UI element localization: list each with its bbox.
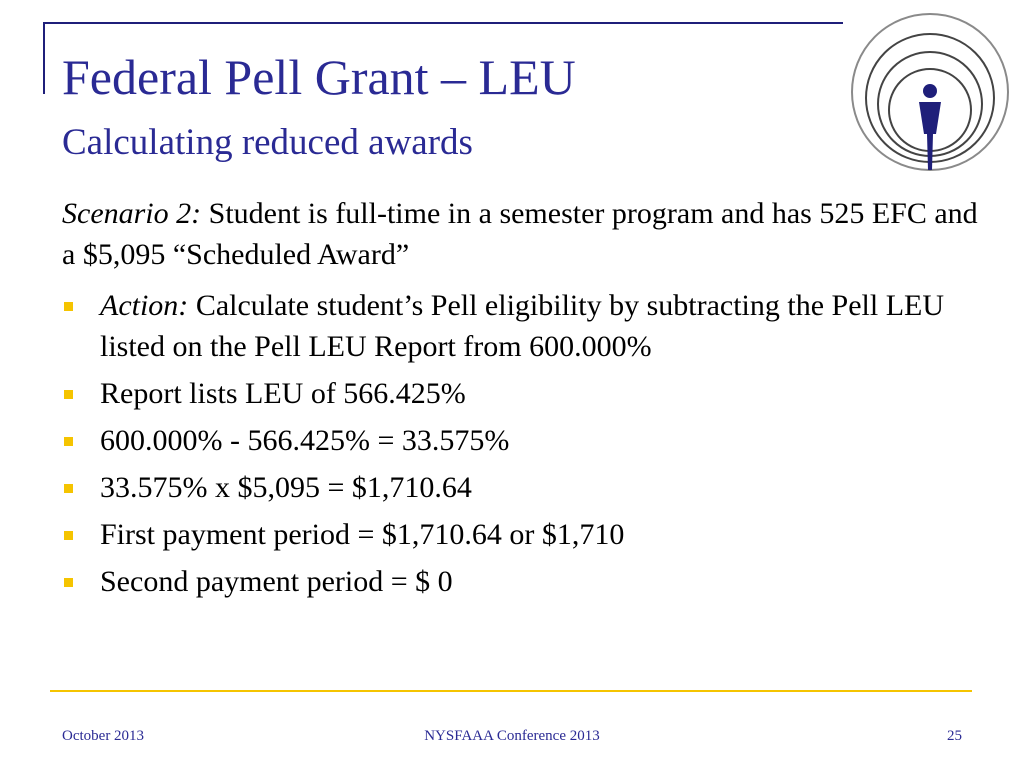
slide-title: Federal Pell Grant – LEU: [62, 49, 576, 105]
bullet-item-second-payment: [62, 561, 982, 602]
bullet-text: Second payment period = $ 0: [100, 565, 453, 598]
bullet-text: 600.000% - 566.425% = 33.575%: [100, 424, 510, 457]
slide-subtitle: Calculating reduced awards: [62, 122, 473, 163]
bullet-list: [62, 285, 982, 602]
bullet-square-icon: [64, 302, 73, 311]
bullet-item-action: [62, 285, 982, 367]
bullet-label: Action:: [100, 289, 189, 322]
footer-date: October 2013: [62, 728, 145, 744]
bullet-item-multiplication: [62, 467, 982, 508]
bullet-item-subtraction: [62, 420, 982, 461]
bullet-item-report: [62, 373, 982, 414]
footer-page-number: 25: [947, 728, 962, 744]
slide-body: [62, 193, 982, 608]
bullet-square-icon: [64, 437, 73, 446]
bullet-square-icon: [64, 531, 73, 540]
footer-conference: NYSFAAA Conference 2013: [424, 728, 600, 744]
bullet-square-icon: [64, 390, 73, 399]
bullet-item-first-payment: [62, 514, 982, 555]
bullet-text: 33.575% x $5,095 = $1,710.64: [100, 471, 472, 504]
scenario-label: Scenario 2:: [62, 197, 202, 230]
title-frame-top-line: [43, 22, 843, 24]
footer-divider: [50, 690, 972, 692]
title-frame-left-line: [43, 22, 45, 94]
scenario-paragraph: [62, 193, 982, 275]
nysfaaa-logo-icon: [844, 12, 1012, 178]
bullet-square-icon: [64, 578, 73, 587]
bullet-square-icon: [64, 484, 73, 493]
bullet-text: First payment period = $1,710.64 or $1,710: [100, 518, 625, 551]
scenario-text: Student is full-time in a semester program and has 525 EFC and a $5,095 “Scheduled Award”: [62, 197, 978, 271]
bullet-text: Calculate student’s Pell eligibility by subtracting the Pell LEU listed on the Pell LEU Report from 600.000%: [100, 289, 945, 363]
bullet-text: Report lists LEU of 566.425%: [100, 377, 466, 410]
